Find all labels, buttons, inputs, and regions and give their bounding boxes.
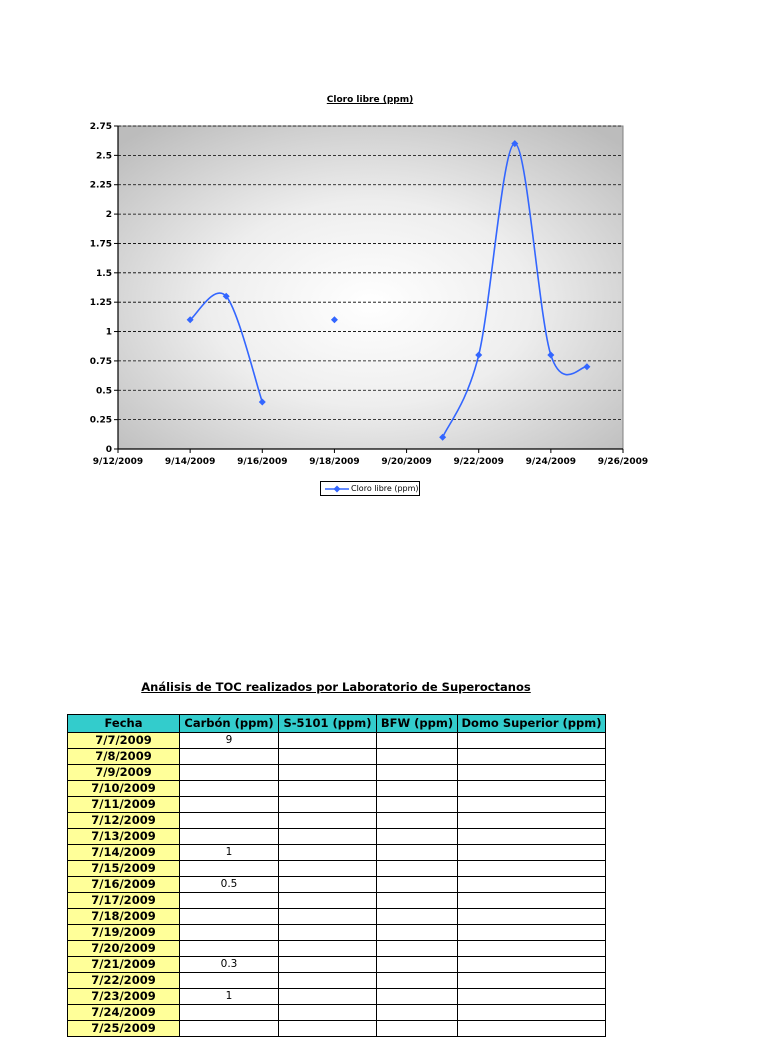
legend-label: Cloro libre (ppm) — [351, 484, 419, 493]
table-cell — [377, 893, 458, 909]
table-cell — [180, 813, 279, 829]
table-cell — [458, 781, 606, 797]
table-row — [68, 765, 606, 781]
table-row — [68, 845, 606, 861]
table-cell — [279, 1005, 377, 1021]
table-cell — [377, 829, 458, 845]
x-axis-ticks — [93, 449, 648, 467]
plot-area — [118, 126, 623, 449]
legend-marker — [325, 484, 349, 494]
chart-legend — [320, 481, 420, 496]
table-row — [68, 797, 606, 813]
table-row — [68, 893, 606, 909]
y-tick-label: 2.25 — [89, 180, 112, 191]
cell-fecha: 7/8/2009 — [68, 749, 180, 765]
table-cell — [458, 893, 606, 909]
table-cell — [377, 957, 458, 973]
y-tick-label: 0.75 — [89, 356, 112, 367]
cell-fecha: 7/23/2009 — [68, 989, 180, 1005]
table-cell — [377, 877, 458, 893]
cell-fecha: 7/21/2009 — [68, 957, 180, 973]
cell-fecha: 7/19/2009 — [68, 925, 180, 941]
table-cell: 0.5 — [180, 877, 279, 893]
table-cell — [279, 861, 377, 877]
y-tick-label: 0 — [105, 445, 112, 455]
table-cell — [377, 797, 458, 813]
table-cell — [279, 765, 377, 781]
table-cell — [458, 765, 606, 781]
table-cell — [279, 829, 377, 845]
cell-fecha: 7/13/2009 — [68, 829, 180, 845]
toc-table — [67, 714, 606, 1037]
x-tick-label: 9/18/2009 — [309, 457, 360, 467]
table-header-row — [68, 715, 606, 733]
table-cell — [180, 797, 279, 813]
table-cell — [377, 861, 458, 877]
table-row — [68, 989, 606, 1005]
table-cell — [458, 861, 606, 877]
table-cell — [180, 925, 279, 941]
table-cell — [458, 973, 606, 989]
table-row — [68, 941, 606, 957]
table-cell — [458, 829, 606, 845]
cell-fecha: 7/15/2009 — [68, 861, 180, 877]
table-cell — [279, 733, 377, 749]
table-cell — [458, 877, 606, 893]
table-cell — [279, 749, 377, 765]
table-cell — [180, 941, 279, 957]
table-cell — [279, 925, 377, 941]
table-cell — [279, 957, 377, 973]
table-cell — [458, 845, 606, 861]
x-tick-label: 9/16/2009 — [237, 457, 288, 467]
y-tick-label: 1.75 — [89, 239, 112, 250]
y-tick-label: 0.25 — [89, 415, 112, 426]
header-bfw: BFW (ppm) — [377, 715, 458, 733]
table-cell — [377, 813, 458, 829]
table-cell — [458, 1021, 606, 1037]
table-row — [68, 877, 606, 893]
table-cell — [279, 909, 377, 925]
cell-fecha: 7/18/2009 — [68, 909, 180, 925]
table-cell — [279, 781, 377, 797]
table-cell — [180, 1021, 279, 1037]
cell-fecha: 7/10/2009 — [68, 781, 180, 797]
table-cell — [279, 989, 377, 1005]
cell-fecha: 7/22/2009 — [68, 973, 180, 989]
x-tick-label: 9/12/2009 — [92, 457, 144, 467]
table-cell — [180, 781, 279, 797]
table-cell — [458, 925, 606, 941]
table-cell — [377, 1005, 458, 1021]
cell-fecha: 7/11/2009 — [68, 797, 180, 813]
table-cell: 9 — [180, 733, 279, 749]
table-cell — [180, 749, 279, 765]
cell-fecha: 7/20/2009 — [68, 941, 180, 957]
table-cell — [180, 909, 279, 925]
table-row — [68, 1021, 606, 1037]
table-cell — [458, 957, 606, 973]
table-cell — [377, 765, 458, 781]
table-cell — [180, 765, 279, 781]
cell-fecha: 7/24/2009 — [68, 1005, 180, 1021]
table-row — [68, 1005, 606, 1021]
table-row — [68, 909, 606, 925]
table-row — [68, 749, 606, 765]
table-cell — [377, 941, 458, 957]
cell-fecha: 7/17/2009 — [68, 893, 180, 909]
x-tick-label: 9/22/2009 — [453, 457, 504, 467]
table-cell — [279, 941, 377, 957]
cell-fecha: 7/9/2009 — [68, 765, 180, 781]
header-fecha: Fecha — [68, 715, 180, 733]
y-tick-label: 1.25 — [89, 298, 112, 309]
table-cell — [180, 1005, 279, 1021]
table-cell — [180, 973, 279, 989]
table-cell — [279, 1021, 377, 1037]
header-s5101: S-5101 (ppm) — [279, 715, 377, 733]
x-tick-label: 9/14/2009 — [164, 457, 216, 467]
x-tick-label: 9/26/2009 — [597, 457, 649, 467]
table-row — [68, 957, 606, 973]
table-cell — [279, 845, 377, 861]
table-cell — [377, 989, 458, 1005]
table-cell — [458, 1005, 606, 1021]
table-cell — [458, 813, 606, 829]
table-cell — [279, 813, 377, 829]
table-cell — [377, 781, 458, 797]
table-cell — [180, 893, 279, 909]
table-row — [68, 829, 606, 845]
y-tick-label: 1 — [105, 327, 112, 338]
table-cell: 1 — [180, 845, 279, 861]
header-carbon: Carbón (ppm) — [180, 715, 279, 733]
y-tick-label: 2 — [105, 210, 112, 221]
table-cell — [279, 893, 377, 909]
table-cell — [377, 749, 458, 765]
table-cell — [458, 749, 606, 765]
table-cell — [279, 797, 377, 813]
table-cell — [377, 909, 458, 925]
table-cell — [377, 973, 458, 989]
table-cell — [458, 797, 606, 813]
y-axis-ticks — [90, 122, 118, 455]
cell-fecha: 7/7/2009 — [68, 733, 180, 749]
table-cell — [377, 733, 458, 749]
y-tick-label: 0.5 — [96, 386, 112, 397]
table-body — [68, 733, 606, 1037]
table-cell — [180, 829, 279, 845]
table-row — [68, 925, 606, 941]
cell-fecha: 7/14/2009 — [68, 845, 180, 861]
table-cell — [377, 845, 458, 861]
table-cell — [279, 973, 377, 989]
table-row — [68, 861, 606, 877]
table-cell: 0.3 — [180, 957, 279, 973]
chart-title: Cloro libre (ppm) — [326, 95, 414, 105]
x-tick-label: 9/20/2009 — [381, 457, 432, 467]
table-row — [68, 973, 606, 989]
table-cell — [180, 861, 279, 877]
cell-fecha: 7/25/2009 — [68, 1021, 180, 1037]
cell-fecha: 7/16/2009 — [68, 877, 180, 893]
table-row — [68, 733, 606, 749]
table-cell — [279, 877, 377, 893]
table-cell — [458, 941, 606, 957]
header-domo-superior: Domo Superior (ppm) — [458, 715, 606, 733]
cell-fecha: 7/12/2009 — [68, 813, 180, 829]
table-cell: 1 — [180, 989, 279, 1005]
y-tick-label: 1.5 — [96, 268, 112, 279]
table-cell — [458, 733, 606, 749]
table-cell — [458, 909, 606, 925]
x-tick-label: 9/24/2009 — [525, 457, 577, 467]
table-cell — [377, 1021, 458, 1037]
table-row — [68, 813, 606, 829]
table-title: Análisis de TOC realizados por Laboratorio de Superoctanos — [141, 680, 531, 694]
table-row — [68, 781, 606, 797]
y-tick-label: 2.75 — [89, 122, 112, 132]
table-cell — [458, 989, 606, 1005]
y-tick-label: 2.5 — [96, 151, 112, 162]
table-cell — [377, 925, 458, 941]
